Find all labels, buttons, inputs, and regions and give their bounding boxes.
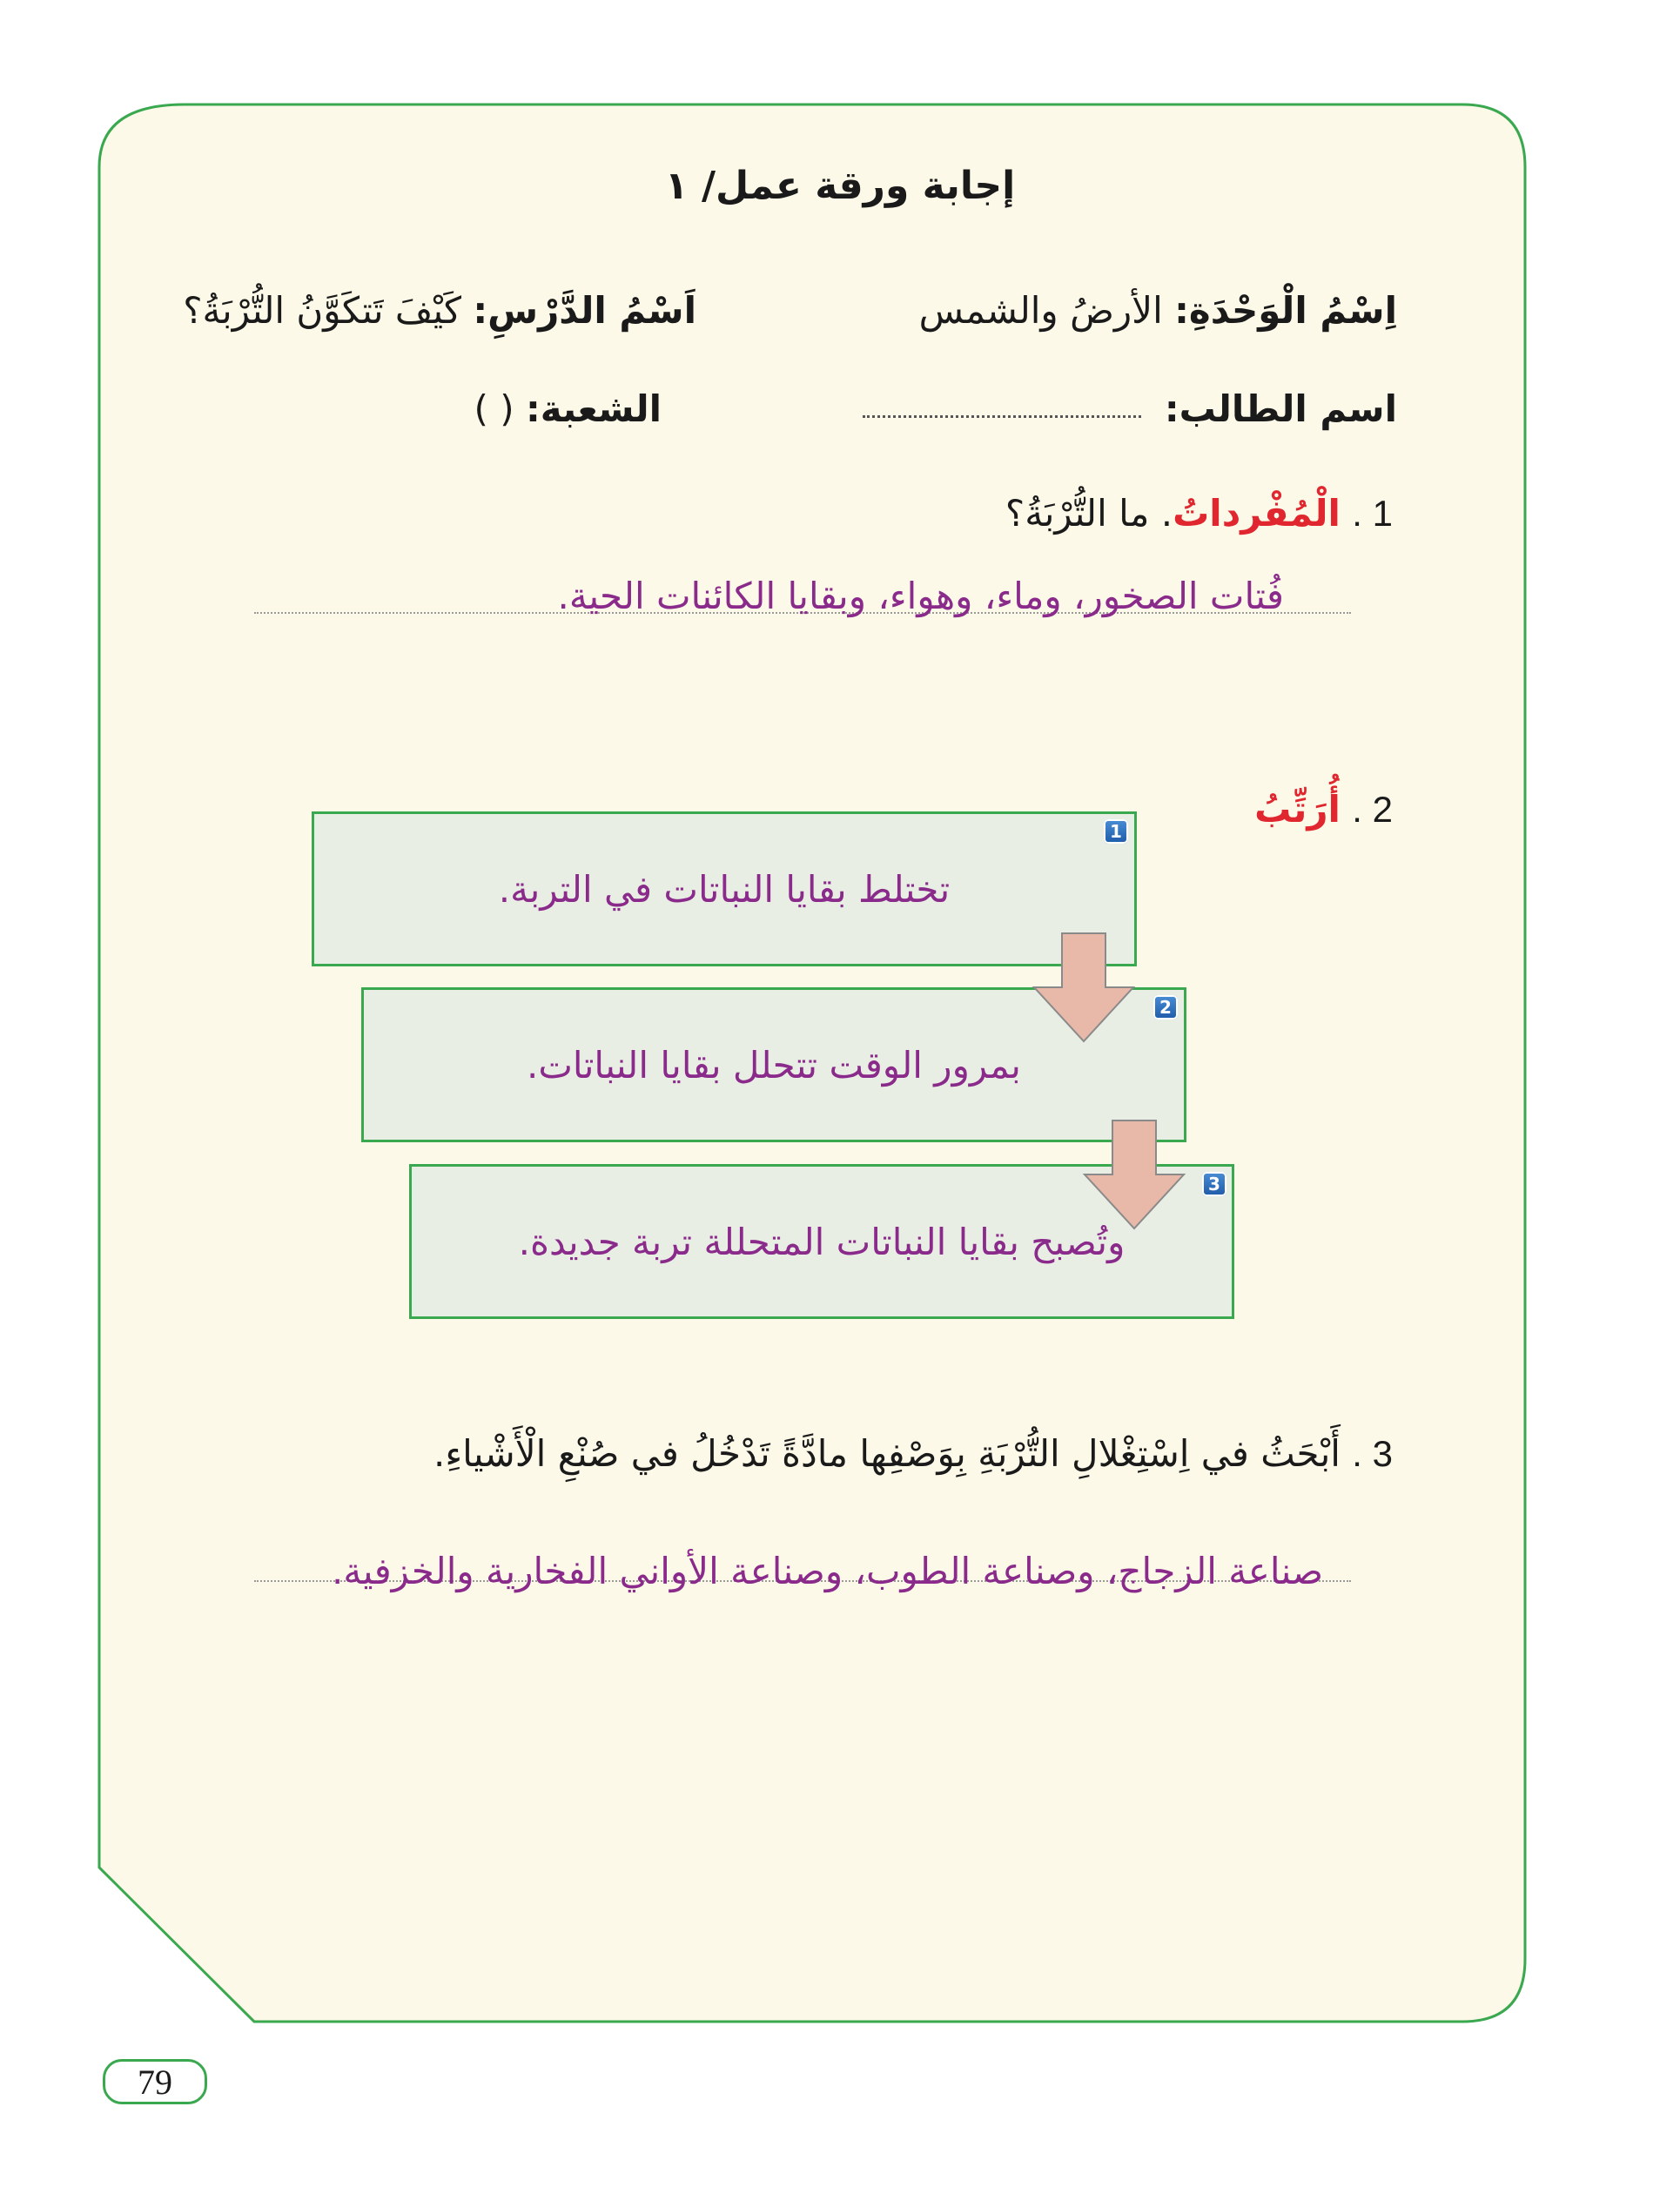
- answer-1: فُتات الصخور، وماء، وهواء، وبقايا الكائنات الحية.: [557, 575, 1284, 617]
- unit-label: اِسْمُ الْوَحْدَةِ:: [1174, 289, 1397, 332]
- answer-3: صناعة الزجاج، وصناعة الطوب، وصناعة الأواني الفخارية والخزفية.: [332, 1550, 1323, 1592]
- section-label: الشعبة:: [525, 387, 662, 430]
- section-field: [453, 387, 662, 430]
- section-blank[interactable]: ( ): [474, 387, 514, 430]
- lesson-label: اَسْمُ الدَّرْسِ:: [473, 289, 696, 332]
- step-text: بمرور الوقت تتحلل بقايا النباتات.: [527, 1043, 1021, 1087]
- question-2: [1254, 788, 1393, 831]
- question-text: أَبْحَثُ في اِسْتِغْلالِ التُّرْبَةِ بِوَصْفِها مادَّةً تَدْخُلُ في صُنْعِ الْأَشْياءِ.: [433, 1432, 1341, 1475]
- student-name-blank[interactable]: [863, 405, 1141, 418]
- down-arrow-icon: [1082, 1119, 1186, 1232]
- question-3: [331, 1432, 1393, 1475]
- question-number: 1 .: [1352, 493, 1393, 534]
- page-number: 79: [103, 2059, 207, 2104]
- step-badge: 3: [1202, 1172, 1226, 1196]
- question-keyword: أُرَتِّبُ: [1254, 788, 1341, 831]
- step-box-1: [312, 811, 1137, 966]
- step-text: وتُصبح بقايا النباتات المتحللة تربة جديدة.: [518, 1220, 1126, 1263]
- question-text: . ما التُّرْبَةُ؟: [1005, 492, 1173, 535]
- lesson-name: [183, 289, 696, 332]
- question-number: 3 .: [1352, 1433, 1393, 1474]
- lesson-value: كَيْفَ تَتكَوَّنُ التُّرْبَةُ؟: [183, 289, 462, 332]
- step-badge: 1: [1104, 819, 1128, 844]
- question-keyword: الْمُفْرداتُ: [1173, 492, 1341, 535]
- question-number: 2 .: [1352, 789, 1393, 830]
- page-title: إجابة ورقة عمل/ ١: [664, 164, 1016, 208]
- step-badge: 2: [1153, 995, 1178, 1020]
- student-name: [863, 387, 1398, 430]
- unit-name: [919, 289, 1397, 332]
- step-text: تختلط بقايا النباتات في التربة.: [498, 867, 951, 911]
- student-label: اسم الطالب:: [1164, 387, 1397, 430]
- down-arrow-icon: [1032, 932, 1136, 1045]
- unit-value: الأرضُ والشمس: [918, 289, 1163, 332]
- question-1: [1005, 492, 1393, 535]
